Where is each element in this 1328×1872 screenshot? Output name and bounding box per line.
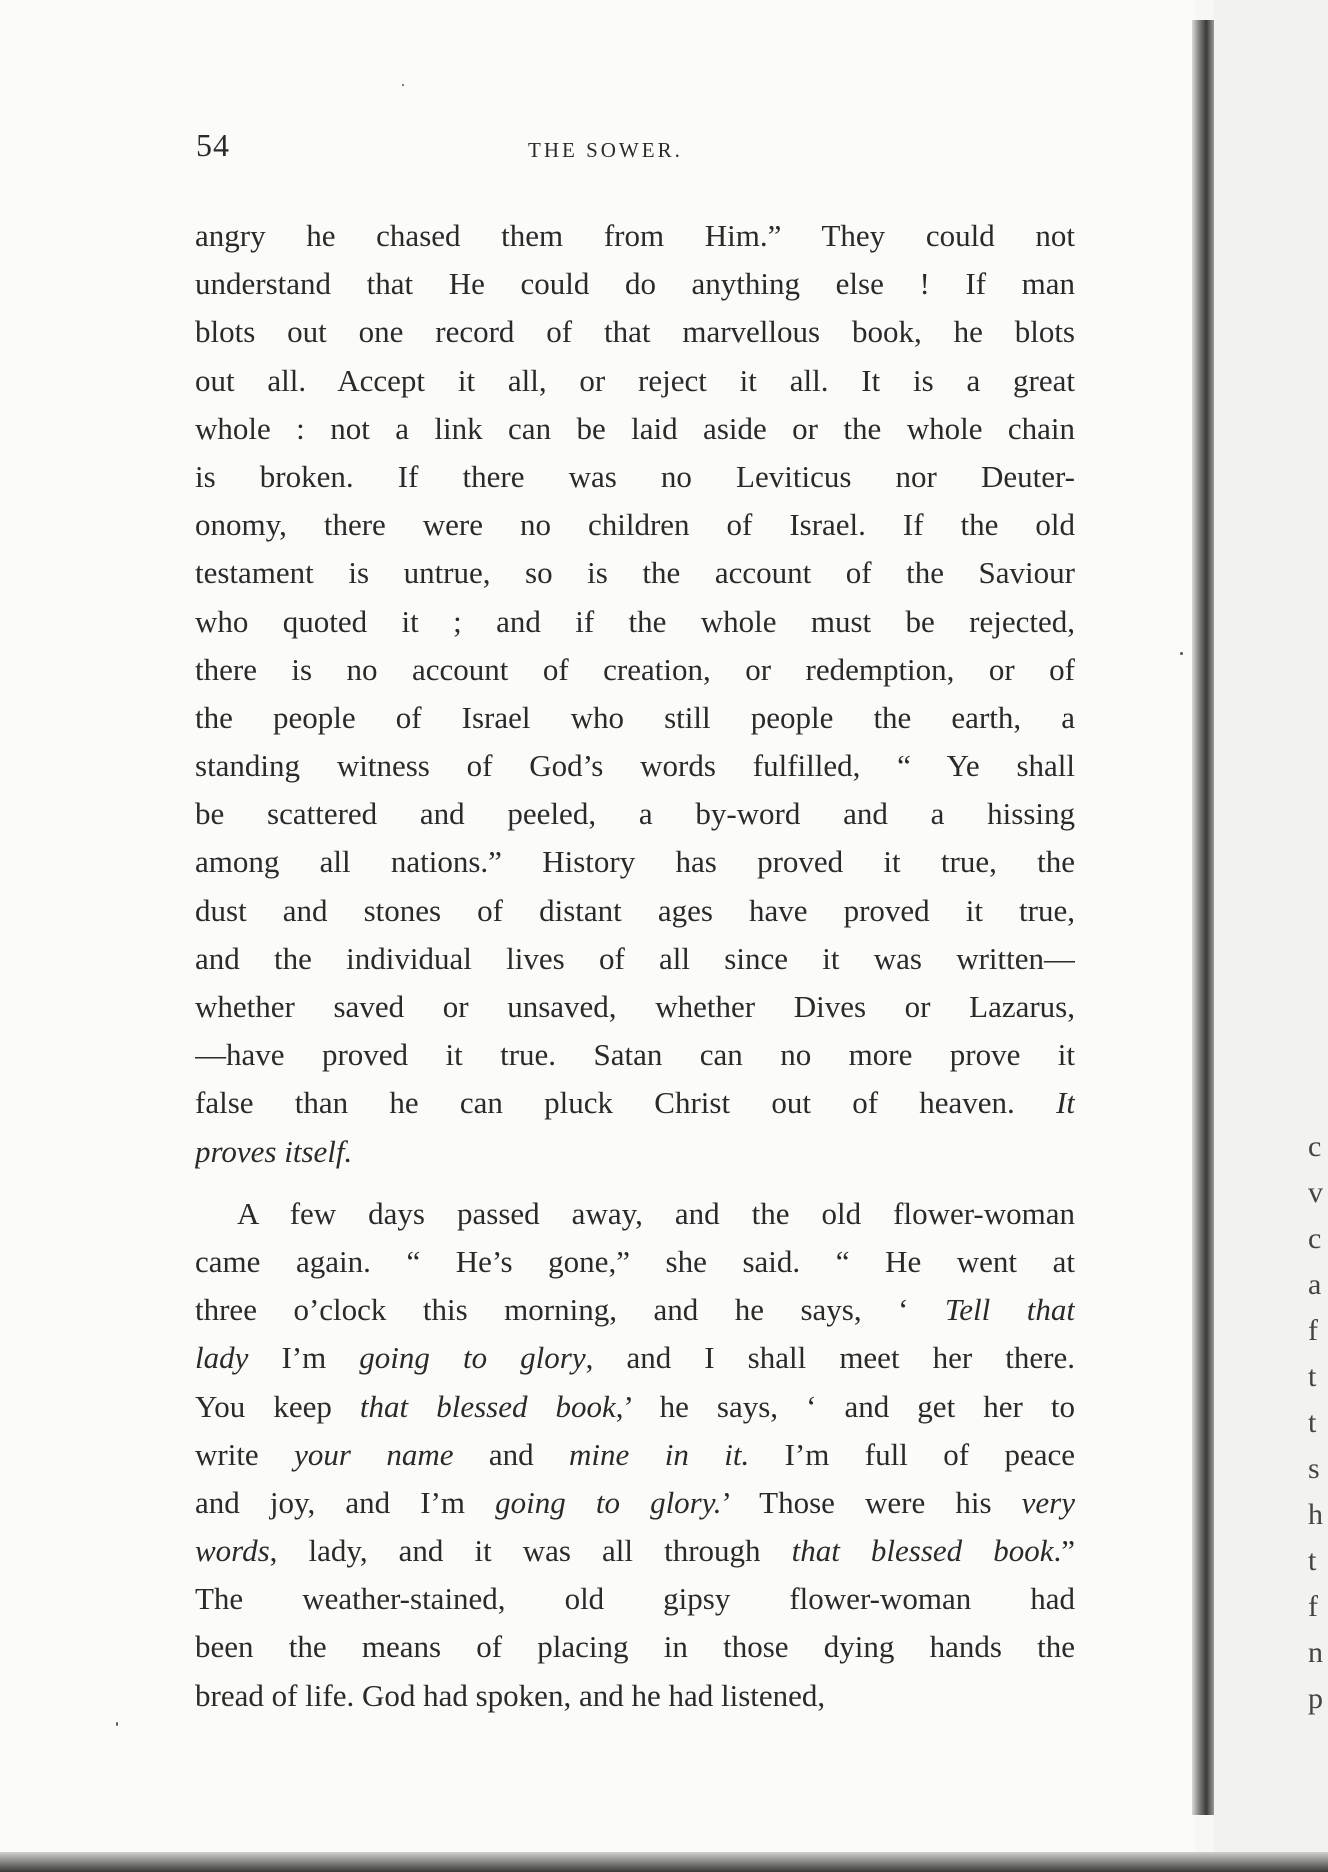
text-run: three o’clock this morning, and he says, ‘ — [195, 1292, 945, 1328]
text-line — [195, 598, 1075, 646]
text-line — [195, 646, 1075, 694]
text-line — [195, 742, 1075, 790]
next-page-letter: c — [1308, 1222, 1322, 1255]
italic-text: your name — [294, 1436, 454, 1472]
next-page-letter: s — [1308, 1452, 1320, 1485]
text-run: the people of Israel who still people the earth, a — [195, 699, 1075, 735]
text-line — [195, 935, 1075, 983]
text-run: The weather-stained, old gipsy flower-woman had — [195, 1581, 1075, 1617]
next-page-letter: p — [1308, 1682, 1323, 1715]
running-head: THE SOWER. — [528, 138, 683, 162]
italic-text: Tell that — [944, 1292, 1075, 1328]
text-run: testament is untrue, so is the account of the Saviour — [195, 555, 1075, 591]
text-line — [195, 1479, 1075, 1527]
body-text — [195, 212, 1075, 1720]
text-run: , and I shall meet her there. — [585, 1340, 1075, 1376]
next-page-letter: n — [1308, 1636, 1323, 1669]
italic-text: that blessed book — [359, 1388, 616, 1424]
text-run: and the individual lives of all since it was written— — [195, 940, 1075, 976]
next-page-letter: t — [1308, 1544, 1317, 1577]
text-run: among all nations.” History has proved it true, the — [195, 844, 1075, 880]
text-line — [195, 983, 1075, 1031]
text-line — [195, 1623, 1075, 1671]
text-line — [195, 838, 1075, 886]
next-page-letter: c — [1308, 1130, 1322, 1163]
text-run: there is no account of creation, or redemption, or of — [195, 651, 1075, 687]
italic-text: very — [1021, 1484, 1075, 1520]
text-run: dust and stones of distant ages have proved it true, — [195, 892, 1075, 928]
text-run: out all. Accept it all, or reject it all. It is a great — [195, 362, 1075, 398]
italic-text: lady — [195, 1340, 249, 1376]
text-run: came again. “ He’s gone,” she said. “ He went at — [195, 1243, 1075, 1279]
scan-speck — [116, 1722, 118, 1726]
text-line — [195, 1286, 1075, 1334]
text-line — [195, 212, 1075, 260]
text-line — [195, 1238, 1075, 1286]
next-page-letter: f — [1308, 1590, 1318, 1623]
next-page-letter: f — [1308, 1314, 1318, 1347]
text-run: whole : not a link can be laid aside or the whole chain — [195, 410, 1075, 446]
text-run: understand that He could do anything else ! If man — [195, 266, 1075, 302]
text-run: whether saved or unsaved, whether Dives or Lazarus, — [195, 989, 1075, 1024]
scan-speck — [402, 84, 404, 86]
text-run: write — [195, 1436, 295, 1472]
text-line — [195, 1031, 1075, 1079]
text-run: blots out one record of that marvellous book, he blots — [195, 314, 1075, 350]
italic-text: It — [1056, 1085, 1075, 1121]
text-run: You keep — [195, 1388, 360, 1424]
text-line — [195, 1431, 1075, 1479]
text-line — [195, 1190, 1075, 1238]
text-line — [195, 1383, 1075, 1431]
text-line — [195, 790, 1075, 838]
text-run: ’ Those were his — [721, 1484, 1022, 1520]
text-line — [195, 501, 1075, 549]
text-run: ,’ he says, ‘ and get her to — [615, 1388, 1075, 1424]
paragraph — [195, 212, 1075, 1176]
next-page-letter: a — [1308, 1268, 1322, 1301]
paragraph-gap — [195, 1176, 1075, 1190]
text-line — [195, 1575, 1075, 1623]
text-line — [195, 405, 1075, 453]
text-run: I’m full of peace — [749, 1436, 1075, 1472]
text-run: .” — [1053, 1533, 1075, 1569]
text-line — [195, 887, 1075, 935]
italic-text: words — [195, 1533, 270, 1569]
italic-text: going to glory — [359, 1340, 586, 1376]
text-run: , lady, and it was all through — [269, 1533, 792, 1569]
text-run: and — [453, 1436, 570, 1472]
text-line — [195, 1672, 1075, 1720]
text-line — [195, 1527, 1075, 1575]
text-run: be scattered and peeled, a by-word and a hissing — [195, 796, 1075, 832]
text-run: who quoted it ; and if the whole must be rejected, — [195, 603, 1075, 639]
text-run: and joy, and I’m — [195, 1484, 496, 1520]
text-line — [195, 694, 1075, 742]
italic-text: that blessed book — [791, 1533, 1054, 1569]
text-run: been the means of placing in those dying hands the — [195, 1629, 1075, 1665]
text-line — [195, 453, 1075, 501]
text-run: false than he can pluck Christ out of heaven. — [195, 1085, 1057, 1121]
text-run: I’m — [248, 1340, 360, 1376]
text-run: angry he chased them from Him.” They could not — [195, 218, 1075, 253]
next-page-letter: h — [1308, 1498, 1323, 1531]
italic-text: mine in it. — [569, 1436, 750, 1472]
text-run: bread of life. God had spoken, and he had listened, — [195, 1677, 826, 1713]
next-page-letter: v — [1308, 1176, 1323, 1209]
page-number: 54 — [196, 127, 230, 163]
book-bottom-edge — [0, 1852, 1328, 1872]
italic-text: proves itself. — [195, 1133, 353, 1169]
text-run: standing witness of God’s words fulfilled, “ Ye shall — [195, 748, 1075, 784]
scan-speck — [1180, 652, 1183, 655]
text-line — [195, 1079, 1075, 1127]
paragraph — [195, 1190, 1075, 1720]
text-line — [195, 1128, 1075, 1176]
italic-text: going to glory. — [495, 1484, 722, 1520]
text-line — [195, 549, 1075, 597]
text-line — [195, 357, 1075, 405]
book-gutter — [1192, 20, 1214, 1815]
text-run: onomy, there were no children of Israel. If the old — [195, 507, 1075, 543]
text-run: is broken. If there was no Leviticus nor Deuter- — [195, 458, 1075, 494]
text-line — [195, 1334, 1075, 1382]
text-run: A few days passed away, and the old flower-woman — [237, 1195, 1075, 1231]
next-page-letter: t — [1308, 1406, 1317, 1439]
text-run: —have proved it true. Satan can no more prove it — [195, 1037, 1075, 1073]
text-line — [195, 260, 1075, 308]
next-page-letter: t — [1308, 1360, 1317, 1393]
text-line — [195, 308, 1075, 356]
